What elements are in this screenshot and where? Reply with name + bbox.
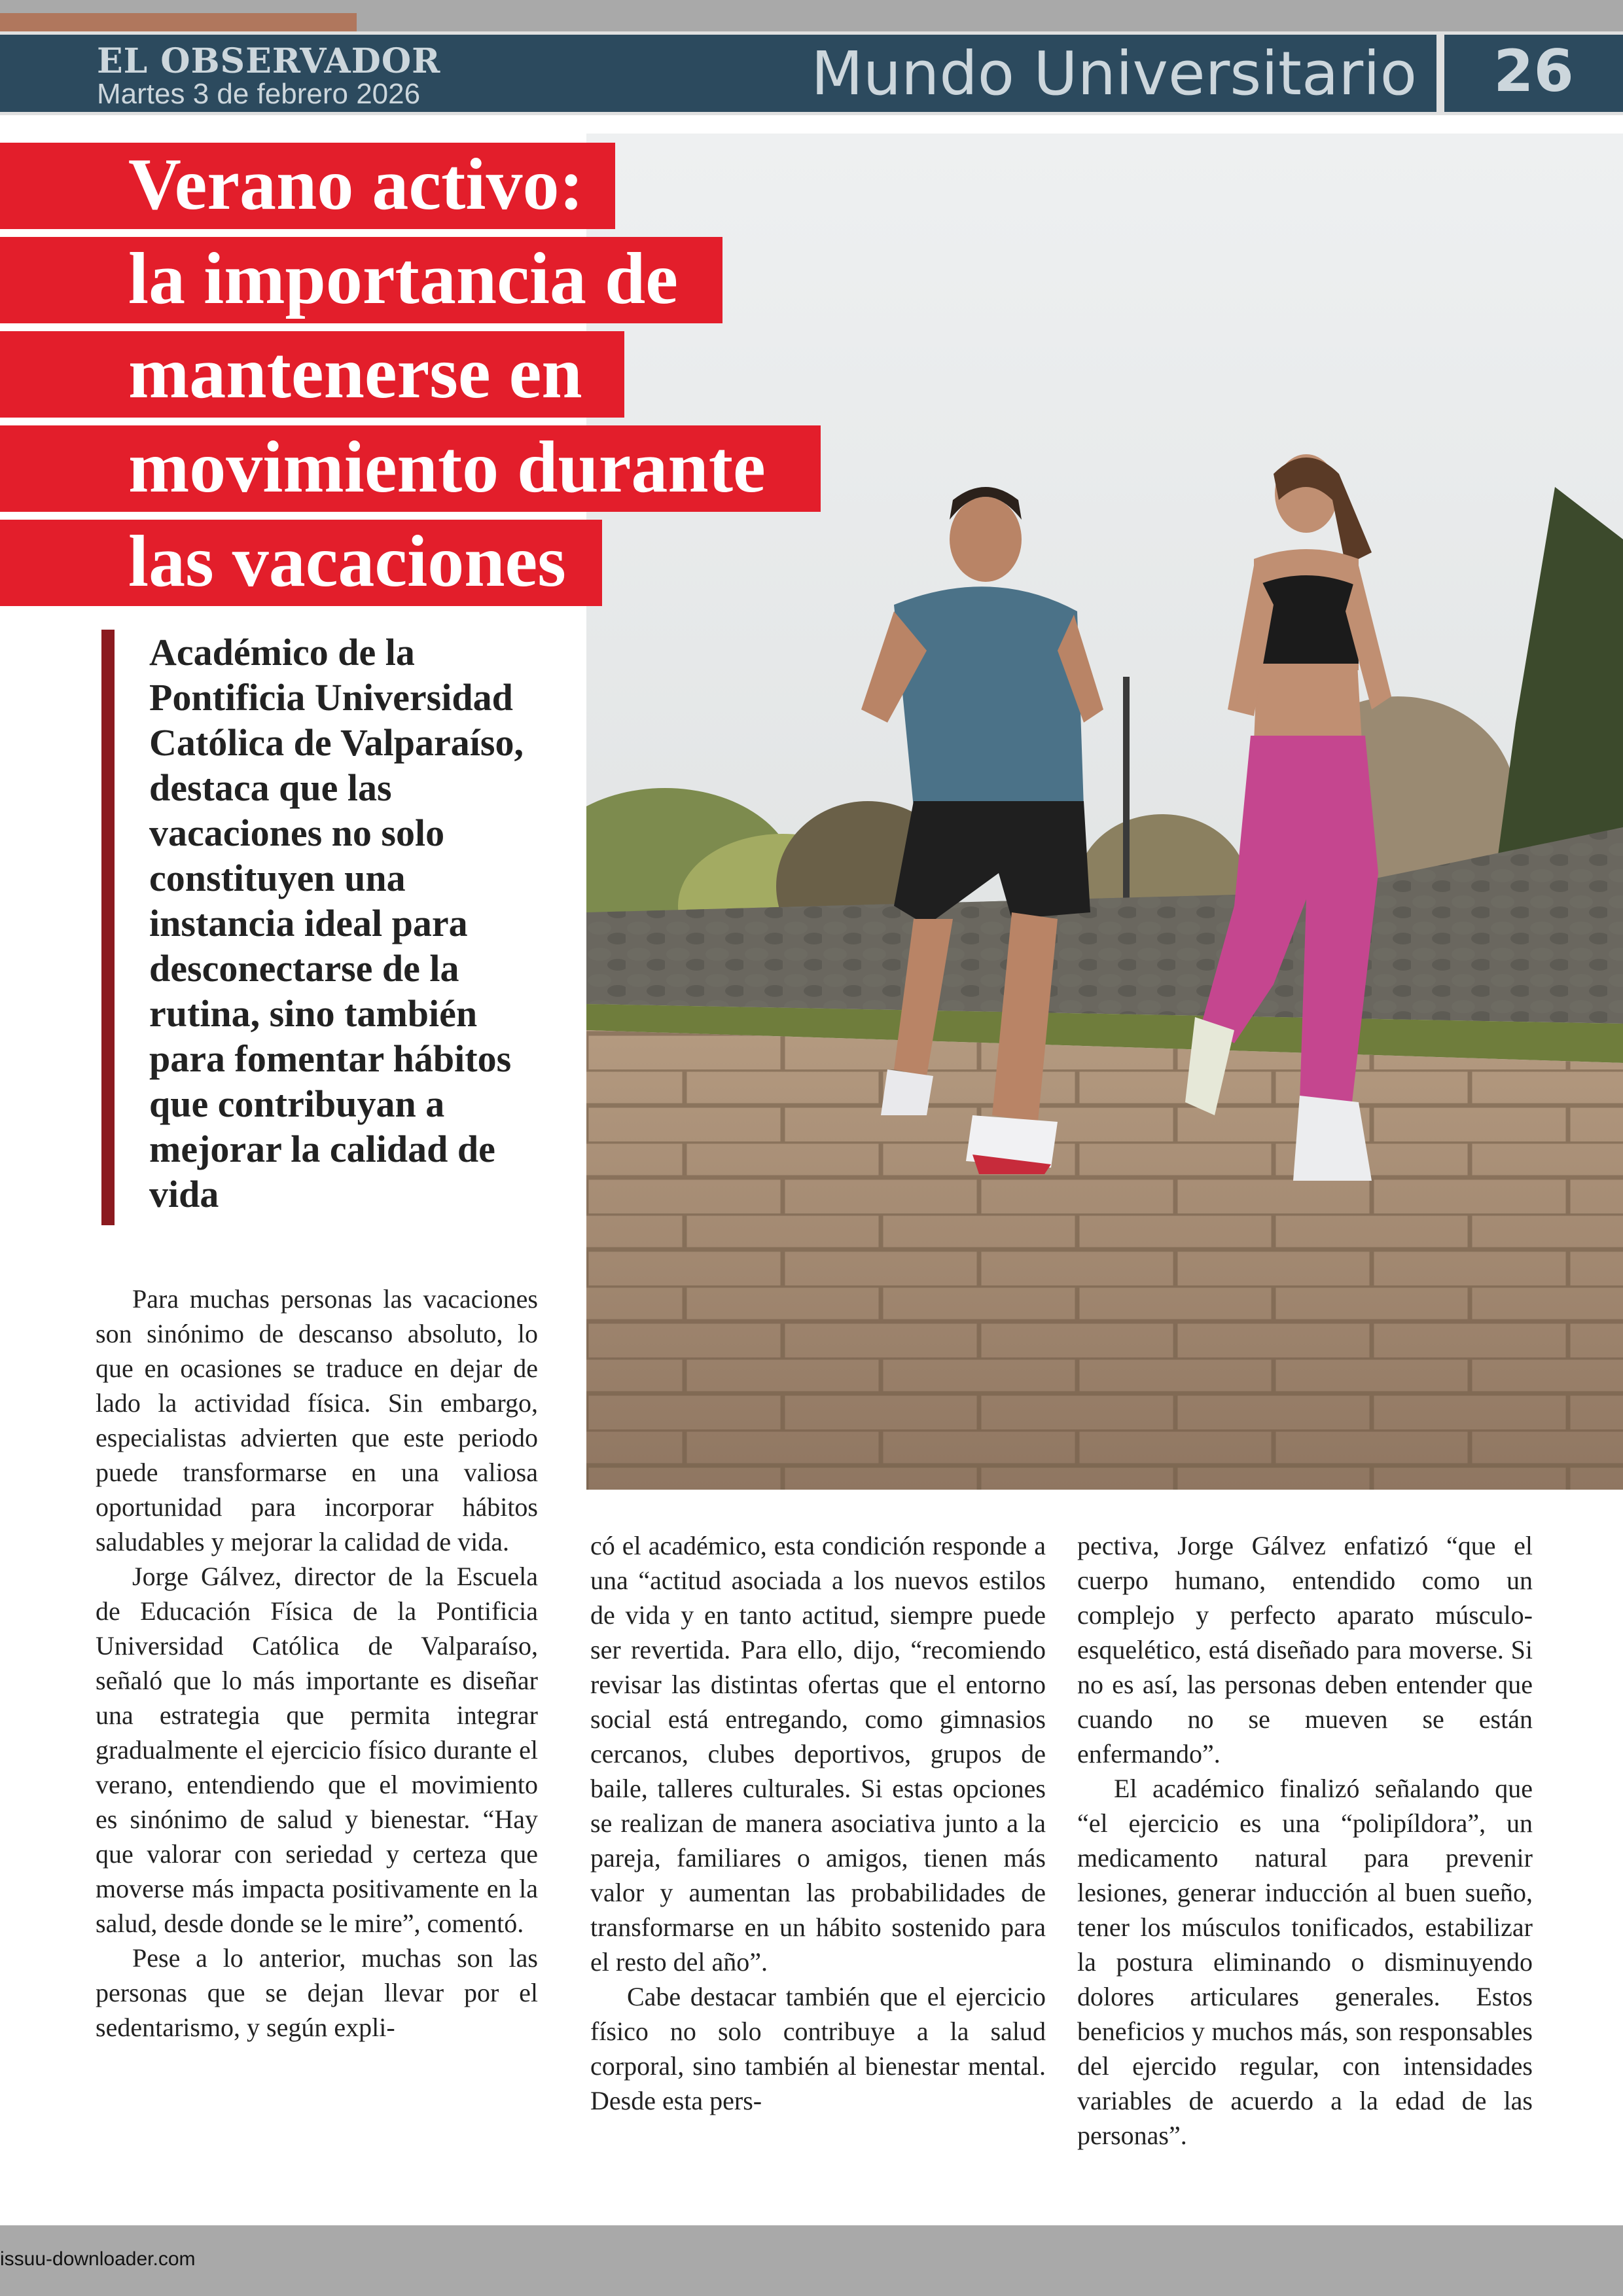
runners-photo-icon xyxy=(586,134,1623,1490)
newspaper-name: EL OBSERVADOR xyxy=(97,41,441,81)
top-accent-strip xyxy=(0,13,357,31)
lead-accent-bar xyxy=(101,630,115,1225)
paragraph: El académico finalizó señalando que “el ejercicio es una “polipíldora”, un medicamento natural para prevenir lesiones, generar inducción al buen sueño, tener los músculos tonificados, estabilizar la postura eliminando o disminuyendo dolores articulares generales. Estos beneficios y muchos más, son responsables del ejercido regular, con intensidades variables de acuerdo a la edad de las personas”. xyxy=(1077,1774,1533,2150)
page-header xyxy=(0,31,1623,115)
page-number: 26 xyxy=(1493,37,1574,105)
header-divider xyxy=(1436,35,1444,112)
issue-date: Martes 3 de febrero 2026 xyxy=(97,78,421,110)
headline-line-5: las vacaciones xyxy=(0,520,602,606)
paragraph: pectiva, Jorge Gálvez enfatizó “que el cuerpo humano, entendido como un complejo y perfecto aparato músculo-esquelético, está diseñado para moverse. Si no es así, las personas deben entender que cuando no se mueven se están enfermando”. xyxy=(1077,1531,1533,1768)
headline-line-4: movimiento durante xyxy=(0,425,821,512)
body-column-2 xyxy=(590,1528,1046,2118)
headline-line-1: Verano activo: xyxy=(0,143,615,229)
paragraph: Pese a lo anterior, muchas son las personas que se dejan llevar por el sedentarismo, y según expli- xyxy=(96,1943,538,2042)
watermark-link[interactable]: issuu-downloader.com xyxy=(0,2248,196,2270)
paragraph: Jorge Gálvez, director de la Escuela de Educación Física de la Pontificia Universidad Católica de Valparaíso, señaló que lo más importante es diseñar una estrategia que permita integrar gradualmente el ejercicio físico durante el verano, entendiendo que el movimiento es sinónimo de salud y bienestar. “Hay que valorar con seriedad y certeza que moverse más impacta positivamente en la salud, desde donde se le mire”, comentó. xyxy=(96,1562,538,1938)
article-photo xyxy=(586,134,1623,1490)
article-lead: Académico de la Pontificia Universidad Católica de Valparaíso, destaca que las vacaciones no solo constituyen una instancia ideal para desconectarse de la rutina, sino también para fomentar hábitos que contribuyan a mejorar la calidad de vida xyxy=(149,631,524,1215)
body-column-1 xyxy=(96,1282,538,2045)
paragraph: có el académico, esta condición responde a una “actitud asociada a los nuevos estilos de vida y en tanto actitud, siempre puede ser revertida. Para ello, dijo, “recomiendo revisar las distintas ofertas que el entorno social está entregando, como gimnasios cercanos, clubes deportivos, grupos de baile, talleres culturales. Si estas opciones se realizan de manera asociativa junto a la pareja, familiares o amigos, tienen más valor y aumentan las probabilidades de transformarse en un hábito sostenido para el resto del año”. xyxy=(590,1531,1046,1977)
paragraph: Cabe destacar también que el ejercicio físico no solo contribuye a la salud corporal, sino también al bienestar mental. Desde esta pers- xyxy=(590,1982,1046,2115)
headline-line-3: mantenerse en xyxy=(0,331,624,418)
section-title: Mundo Universitario xyxy=(811,39,1417,109)
paragraph: Para muchas personas las vacaciones son sinónimo de descanso absoluto, lo que en ocasiones se traduce en dejar de lado la actividad física. Sin embargo, especialistas advierten que este periodo puede transformarse en una valiosa oportunidad para incorporar hábitos saludables y mejorar la calidad de vida. xyxy=(96,1284,538,1556)
footer-bar xyxy=(0,2225,1623,2296)
body-column-3 xyxy=(1077,1528,1533,2153)
headline-line-2: la importancia de xyxy=(0,237,722,323)
